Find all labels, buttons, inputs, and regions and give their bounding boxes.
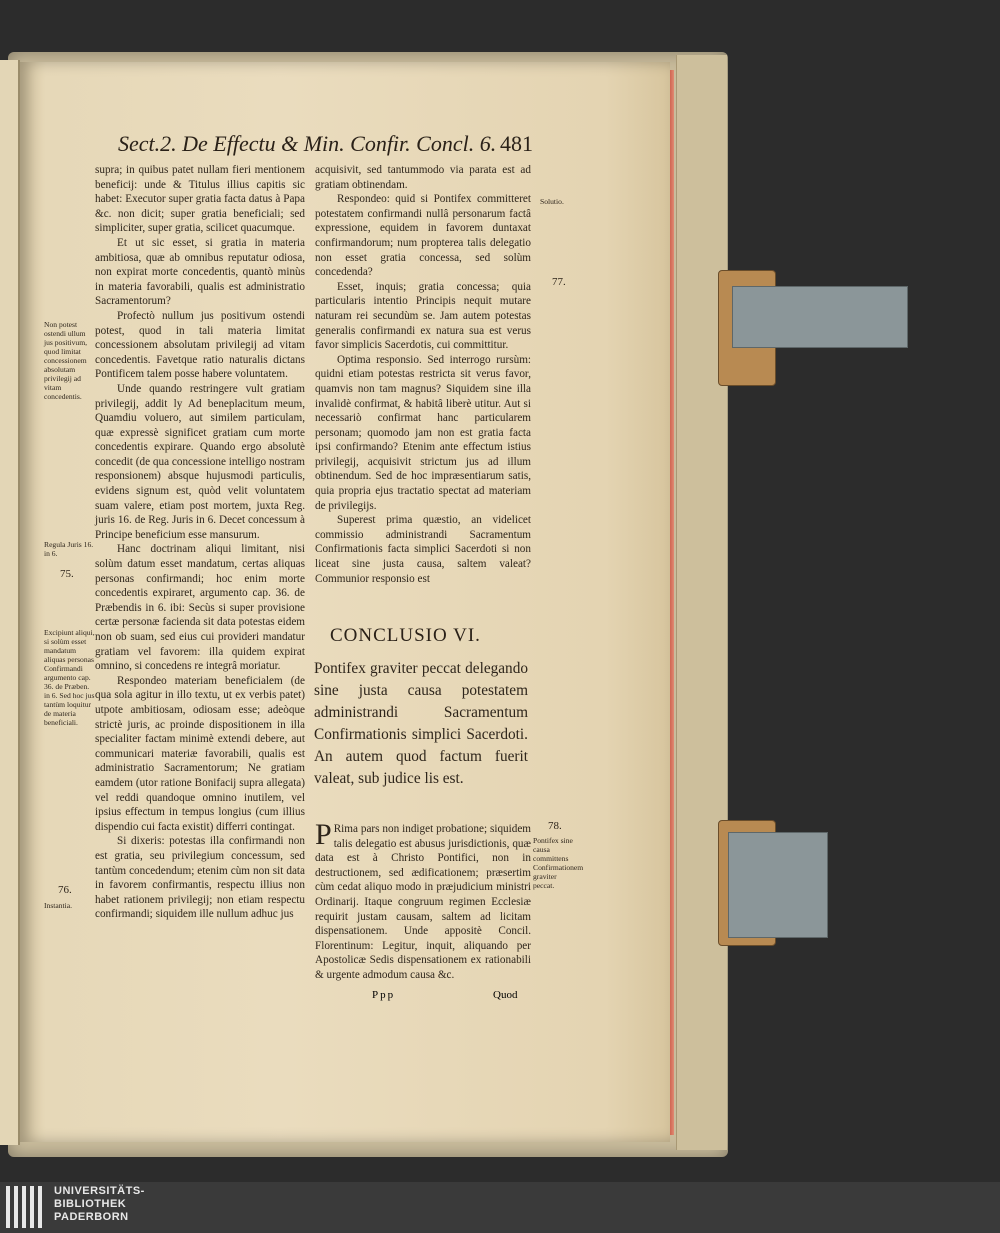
paragraph: Si dixeris: potestas illa confirmandi non est gratia, seu privilegium concessum, sed tantùm concedendum; etenim cùm non sit data in favorem confirmantis, respectu illius non habet rationem privilegij; non etiam respectu confirmandi; siquidem ille nullum adhuc jus [95, 835, 305, 921]
margin-number-77: 77. [552, 276, 566, 288]
paragraph: Respondeo: quid si Pontifex committeret potestatem confirmandi nullâ personarum factâ expressione, equidem in favorem duntaxat confirmandorum; num propterea talis delegatio non esset gratia concessa, sed solùm concedenda? [315, 193, 531, 279]
column-right [315, 163, 531, 586]
paragraph: Optima responsio. Sed interrogo rursùm: quidni etiam potestas restricta sit verus favor, quamvis non tam magnus? Siquidem sine illa invalidè confirmat, & habitâ liberè utitur. Aut si necessariò confirmat hanc particularem personam; quomodo jam non est gratia facta ipsi confirmando? Etenim ante effectum istius privilegij, acquisivit strictum jus ad illum obtinendum. Sed de hoc impræsentiarum satis, quia propria ejus tractatio spectat ad materiam de privilegijs. [315, 353, 531, 512]
paragraph: Rima pars non indiget probatione; siquidem talis delegatio est abusus jurisdictionis, quæ data est à Christo Pontifici, non in destructionem, sed ædificationem; præsertim cùm cedat aliquo modo in præjudicium ministri Ordinarij. Itaque congruum regimen Ecclesiæ requirit justam causam, saltem ad licitam dispensationem. Unde appositè Concil. Florentinum: Legitur, inquit, aliquando per Apostolicæ Sedis dispensationem ex rationabili & urgente admodum causa &c. [315, 823, 531, 981]
paragraph: Hanc doctrinam aliqui limitant, nisi solùm datum esset mandatum, certas aliquas personas confirmandi; hoc enim morte concedentis expiraret, argumento cap. 36. de Præbendis in 6. ibi: Secùs si super provisione certæ personæ facienda sit data potestas eidem non ob suam, sed eius cui provideri mandatur gratiam vel favorem: illa quidem expirat omnino, si concedens re integrâ moriatur. [95, 543, 305, 673]
drop-cap: P [315, 818, 332, 851]
paragraph: supra; in quibus patet nullam fieri mentionem beneficij: unde & Titulus illius capitis sic habet: Executor super gratia facta datus à Papa &c. non dicit; super gratia beneficiali; sed simpliciter, super gratia, scilicet quacumque. [95, 164, 305, 235]
previous-page-edge [0, 60, 20, 1145]
margin-note-left-3: Excipiunt aliqui, si solùm esset mandatum aliquas personas Confirmandi argumento cap. 36. de Præben. in 6. Sed hoc jus tantùm loquitur de materia beneficiali. [44, 628, 95, 727]
paragraph: Superest prima quæstio, an videlicet commissio administrandi Sacramentum Confirmationis facta simplici Sacerdoti si non liceat sine justa causa, saltem valeat? Communior responsio est [315, 514, 531, 585]
library-name: UNIVERSITÄTS- BIBLIOTHEK PADERBORN [54, 1185, 145, 1223]
catchword: Quod [493, 989, 518, 1001]
margin-note-right-2: Pontifex sine causa committens Confirmationem graviter peccat. [533, 836, 584, 890]
clasp-top [732, 286, 908, 348]
margin-note-left-2: Regula Juris 16. in 6. [44, 540, 94, 558]
margin-number-75: 75. [60, 568, 74, 580]
library-logo-icon [6, 1186, 46, 1228]
margin-note-right-1: Solutio. [540, 197, 564, 206]
footer-bar [0, 1182, 1000, 1233]
paragraph: Et ut sic esset, si gratia in materia ambitiosa, quæ ab omnibus reputatur odiosa, non expirat morte concedentis, quantò minùs in materia favorabili, qualis est administratio Sacramentorum? [95, 236, 305, 308]
signature-mark: Ppp [372, 989, 396, 1001]
margin-number-76: 76. [58, 884, 72, 896]
conclusio-heading: CONCLUSIO VI. [330, 625, 481, 646]
clasp-bottom [728, 832, 828, 938]
paragraph: Respondeo materiam beneficialem (de qua sola agitur in illo textu, ut ex verbis patet) utpote ambitiosam, odiosam esse; adeòque strictè juris, ac proinde dispositionem in illa specialiter factam minimè extendi debere, aut communicari materiæ favorabili, qualis est administratio Sacramentorum; Ne gratiam eamdem (utor ratione Bonifacij supra allegata) vel reddi quandoque omnino inutilem, vel ipsius effectum in tempus longius (cum illius dispendio cui facta existit) differri contingat. [95, 674, 305, 833]
paragraph: Unde quando restringere vult gratiam privilegij, addit ly Ad beneplacitum meum, Quamdiu voluero, aut similem particulam, quæ expressè significet gratiam cum morte concedentis expirare. Quando ergo absolutè concedit (de qua concessione intelligo nostram responsionem) absque hujusmodi particulis, evidens signum est, quòd velit voluntatem suam valere, etiam post mortem, juxta Reg. juris 16. de Reg. Juris in 6. Decet concessum à Principe beneficium esse mansurum. [95, 382, 305, 541]
margin-note-left-1: Non potest ostendi ullum jus positivum, quod limitat concessionem absolutam privilegij ad vitam concedentis. [44, 320, 88, 401]
paragraph: acquisivit, sed tantummodo via parata est ad gratiam obtinendam. [315, 164, 531, 191]
column-left [95, 163, 305, 922]
page-number: 481 [500, 131, 533, 156]
conclusio-statement: Pontifex graviter peccat delegando sine justa causa potestatem administrandi Sacramentum Confirmationis simplici Sacerdoti. An autem quod factum fuerit valeat, sub judice lis est. [314, 660, 528, 787]
paragraph: Profectò nullum jus positivum ostendi potest, quod in tali materia limitat concessionem absolutam privilegij ad vitam concedentis. Favetque ratio naturalis dictans Pontificem talem posse habere voluntatem. [95, 309, 305, 381]
binding-board [676, 55, 727, 1150]
paragraph: Esset, inquis; gratia concessa; quia particularis intentio Principis nequit mutare naturam rei secundùm se. Jam autem potestas generalis confirmandi ex natura sua est verus favor simplicis Sacerdotis, cui committitur. [315, 280, 531, 352]
margin-number-78: 78. [548, 820, 562, 832]
running-title: Sect.2. De Effectu & Min. Confir. Concl. 6. [118, 131, 497, 156]
column-right-final [315, 818, 531, 983]
margin-note-left-4: Instantia. [44, 901, 73, 910]
